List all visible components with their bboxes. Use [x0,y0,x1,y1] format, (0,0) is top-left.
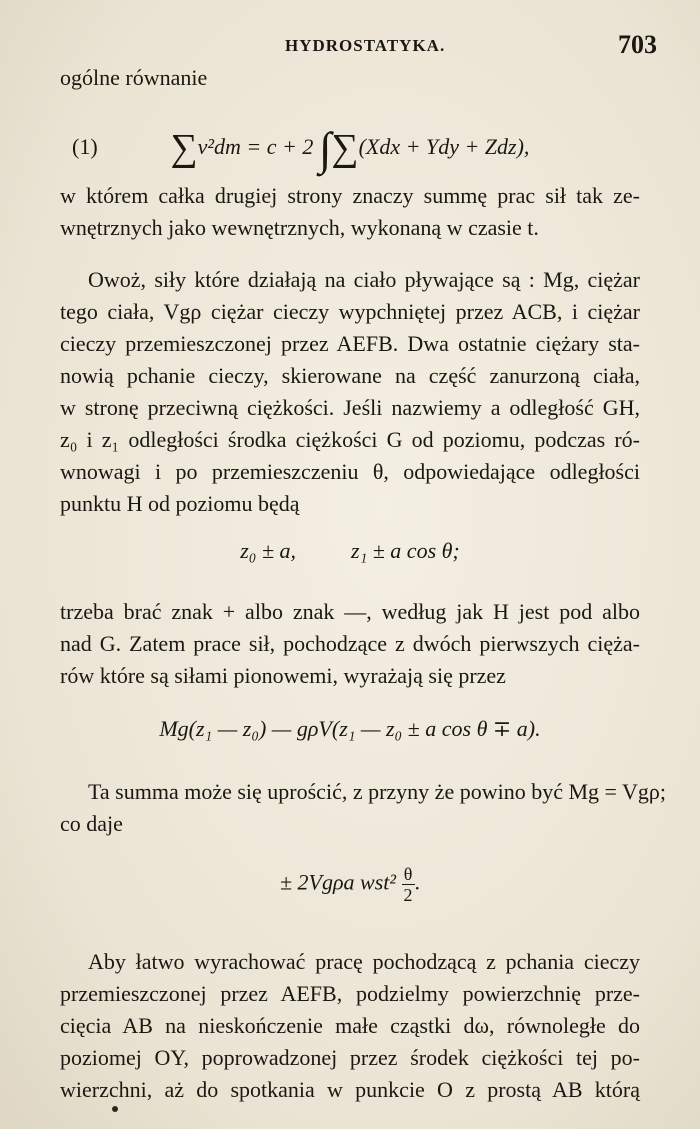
text-line: cieczy przemieszczonej przez AEFB. Dwa ostatnie ciężary sta- [60,331,640,356]
text-line: rów które są siłami pionowemi, wyrażają się przez [60,663,506,688]
summation-symbol: ∑ [331,127,359,169]
equation-4 [0,864,700,905]
equation-3-text: Mg(z₁ — z₀) — gρV(z₁ — z₀ ± a cos θ ∓ a). [159,716,541,741]
equation-1-lhs: v²dm = c + 2 [197,134,314,159]
text-line: w stronę przeciwną ciężkości. Jeśli nazwiemy a odległość GH, [60,395,640,420]
fraction-numerator: θ [402,864,415,885]
text-line: z₀ i z₁ odległości środka ciężkości G od poziomu, podczas ró- [60,427,640,452]
integral-symbol: ∫ [318,123,332,174]
equation-2 [0,538,700,564]
running-title: HYDROSTATYKA. [285,36,446,55]
equation-4-suffix: . [414,869,420,895]
equation-1-rhs: (Xdx + Ydy + Zdz), [358,134,530,159]
text-line: nad G. Zatem prace sił, pochodzące z dwóch pierwszych cięża- [60,631,640,656]
text-line: punktu H od poziomu będą [60,491,300,516]
text-line: Owoż, siły które działają na ciało pływające są : Mg, ciężar [88,267,640,292]
equation-4-prefix: ± 2Vgρa wst² [279,869,396,895]
text-line: w którem całka drugiej strony znaczy summę prac sił tak ze- [60,183,640,208]
equation-3 [0,716,700,742]
text-line: co daje [60,811,123,836]
text-line: wierzchni, aż do spotkania w punkcie O z prostą AB którą [60,1077,640,1102]
text-line: przemieszczonej przez AEFB, podzielmy powierzchnię prze- [60,981,640,1006]
text-line: wnowagi i po przemieszczeniu θ, odpowiedające odległości [60,459,640,484]
text-line: Aby łatwo wyrachować pracę pochodzącą z pchania cieczy [88,949,640,974]
text-line: trzeba brać znak + albo znak —, według jak H jest pod albo [60,599,640,624]
text-line: nowią pchanie cieczy, skierowane na część zanurzoną ciała, [60,363,640,388]
summation-symbol: ∑ [170,127,198,169]
text-line: tego ciała, Vgρ ciężar cieczy wypchniętej przez ACB, i ciężar [60,299,640,324]
fraction [402,864,415,905]
page-header [0,26,700,66]
page-number: 703 [618,30,657,59]
equation-1 [0,122,700,175]
text-line: ogólne równanie [60,65,208,90]
fraction-denominator: 2 [403,885,413,905]
text-line: poziomej OY, poprowadzonej przez środek ciężkości tej po- [60,1045,640,1070]
ink-mark [112,1106,118,1112]
text-line: cięcia AB na nieskończenie małe cząstki dω, równoległe do [60,1013,640,1038]
equation-number: (1) [72,134,98,159]
text-line: Ta summa może się uprościć, z przyny że powino być Mg = Vgρ; [88,779,667,804]
equation-2-text: z₀ ± a, z₁ ± a cos θ; [240,538,460,563]
text-line: wnętrznych jako wewnętrznych, wykonaną w czasie t. [60,215,539,240]
